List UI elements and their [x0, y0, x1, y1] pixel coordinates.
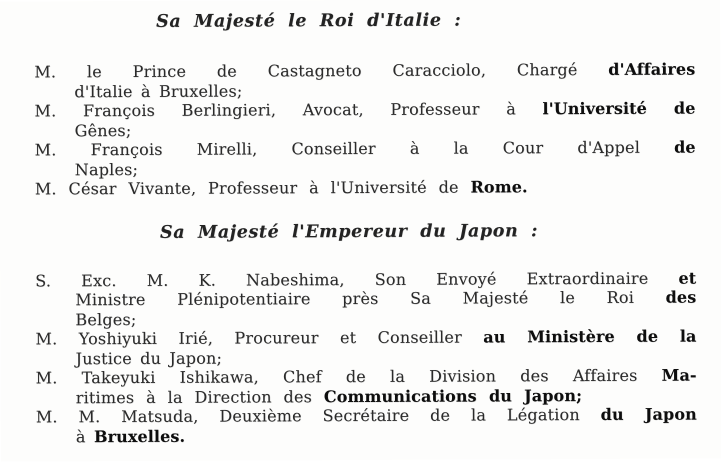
line-text: M. César Vivante, Professeur à l'Université de [35, 178, 471, 199]
text-line [35, 138, 696, 160]
line-text: M. M. Matsuda, Deuxième Secrétaire de la Légation [36, 405, 601, 426]
line-text: M. François Berlingieri, Avocat, Professeur à [34, 99, 542, 120]
line-text-bold: au Ministère de la [483, 327, 696, 347]
line-text: ritimes à la Direction des [76, 387, 324, 407]
line-text: Justice du Japon; [76, 348, 223, 368]
line-text-bold: Bruxelles. [94, 426, 185, 445]
line-text: M. Yoshiyuki Irié, Procureur et Conseiller [35, 327, 483, 348]
text-line [34, 60, 695, 82]
line-text: M. Takeyuki Ishikawa, Chef de la Division des Affaires [36, 366, 662, 388]
text-line [35, 288, 696, 310]
line-text: S. Exc. M. K. Nabeshima, Son Envoyé Extraordinaire [35, 268, 678, 290]
line-text-bold: Rome. [470, 177, 527, 196]
line-text-bold: des [666, 288, 697, 307]
line-text-bold: d'Affaires [608, 60, 695, 79]
line-text: Naples; [75, 159, 138, 178]
text-line [36, 424, 697, 446]
line-text-bold: l'Université de [542, 99, 695, 119]
line-text: Ministre Plénipotentiaire près Sa Majesté le Roi [75, 288, 665, 310]
delegates-list-italy [34, 60, 696, 199]
section-heading-italy: Sa Majesté le Roi d'Italie : [156, 10, 461, 33]
line-text: Gênes; [75, 120, 132, 139]
line-text-bold: Ma- [662, 366, 697, 385]
text-line [36, 366, 697, 388]
text-line [35, 327, 696, 349]
line-text: M. François Mirelli, Conseiller à la Cour d'Appel [35, 138, 674, 160]
line-text: M. le Prince de Castagneto Caracciolo, Chargé [34, 60, 608, 82]
line-text: d'Italie à Bruxelles; [74, 81, 242, 101]
text-line [35, 177, 696, 199]
line-text-bold: du Japon [601, 405, 697, 424]
text-line [36, 405, 697, 427]
line-text-bold: et [678, 268, 696, 287]
line-text: à [76, 427, 94, 446]
line-text: Belges; [75, 309, 136, 328]
section-heading-japan: Sa Majesté l'Empereur du Japon : [160, 220, 538, 244]
line-text-bold: Communications du Japon; [324, 386, 582, 406]
line-text-bold: de [674, 138, 696, 157]
text-line [34, 99, 695, 121]
delegates-list-japan [35, 268, 697, 446]
